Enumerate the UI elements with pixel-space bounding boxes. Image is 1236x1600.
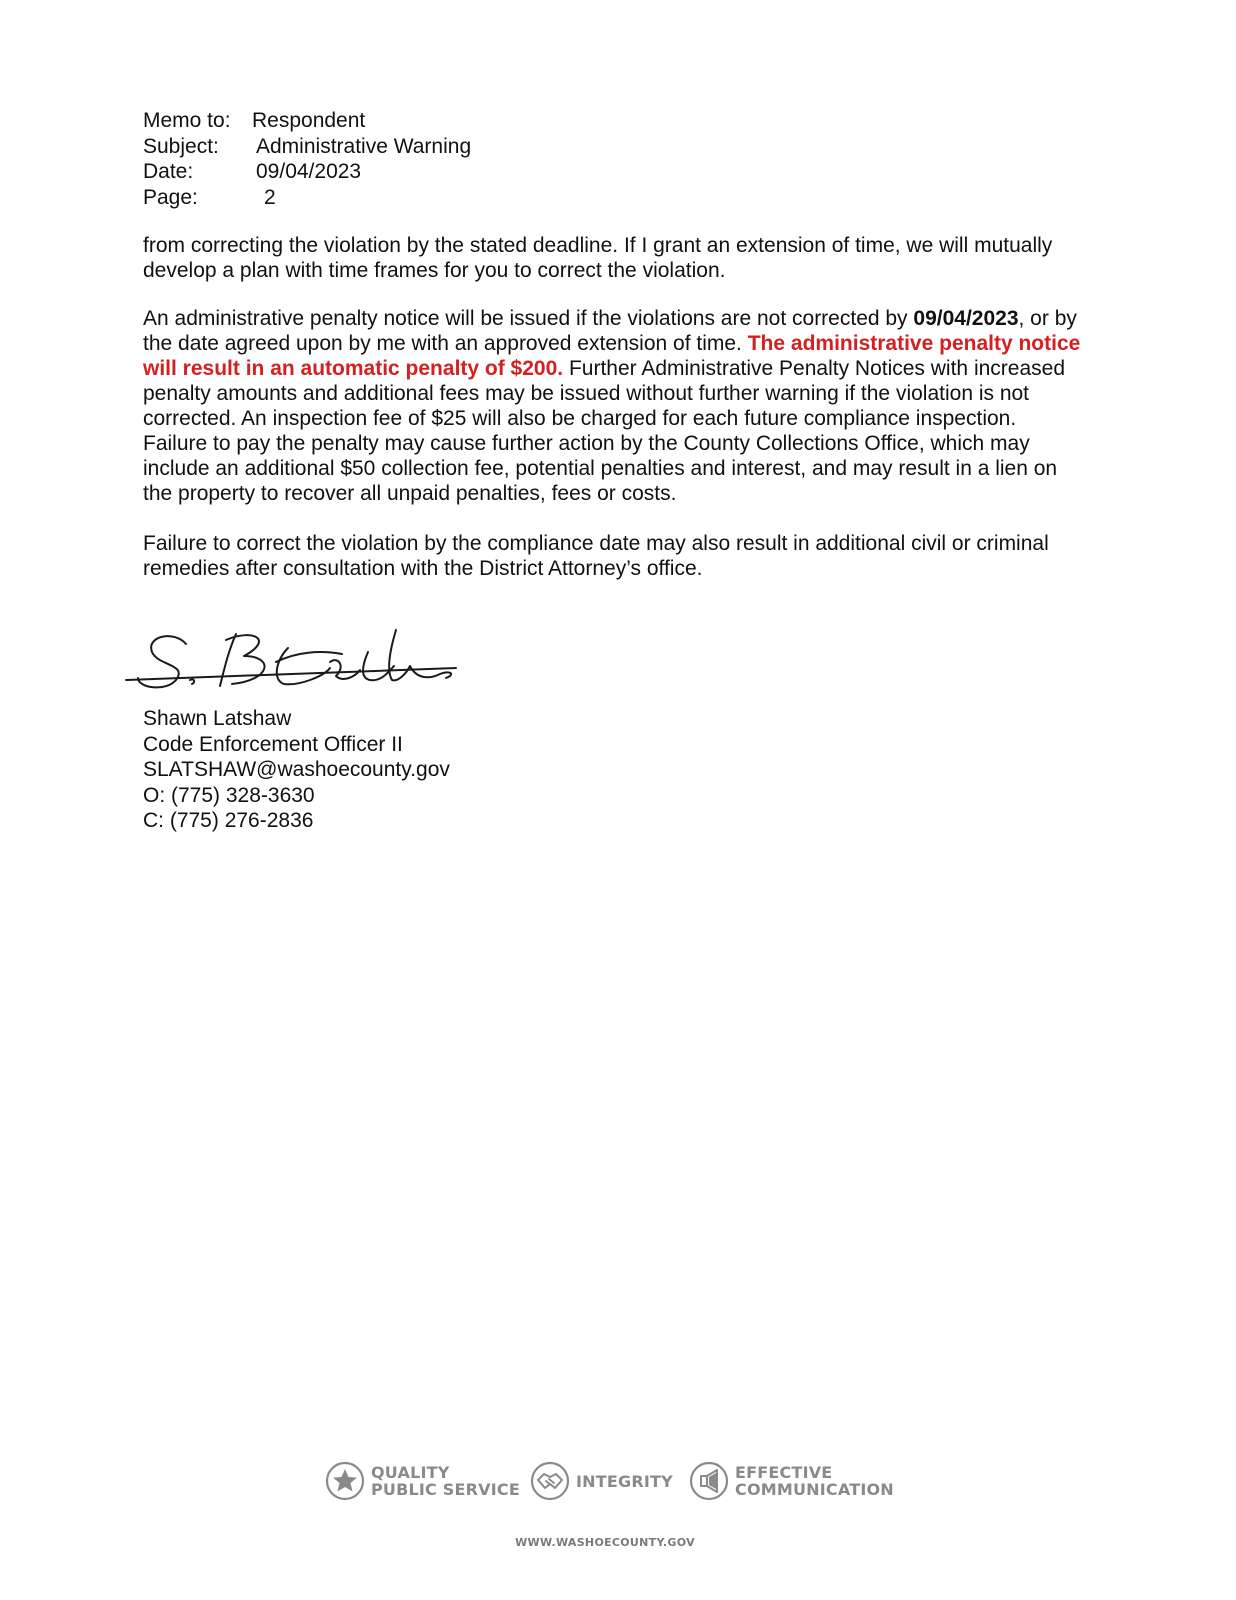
megaphone-icon — [689, 1461, 729, 1501]
subject-label: Subject: — [143, 134, 219, 158]
footer-quality-line1: QUALITY — [371, 1463, 450, 1482]
penalty-warning-highlight: The administrative penalty notice will result in an automatic penalty of $200. — [143, 332, 1081, 380]
signer-email[interactable]: SLATSHAW@washoecounty.gov — [143, 758, 450, 781]
signer-name: Shawn Latshaw — [143, 707, 292, 730]
signer-office-phone: O: (775) 328-3630 — [143, 783, 315, 807]
footer-quality-line2: PUBLIC SERVICE — [371, 1480, 520, 1499]
footer-quality-text — [371, 1464, 520, 1498]
date-label: Date: — [143, 160, 194, 183]
memo-to-value: Respondent — [252, 109, 366, 132]
handshake-icon — [530, 1461, 570, 1501]
penalty-text-c: Further Administrative Penalty Notices with increased penalty amounts and additional fees may be issued without further warning if the violation is not corrected. An inspection fee of $25 will also be charged for each future compliance inspection. Failure to pay the penalty may cause further action by the County Collections Office, which may include an additional $50 collection fee, potential penalties and interest, and may result in a lien on the property to recover all unpaid penalties, fees or costs. — [143, 357, 1066, 505]
star-icon — [325, 1461, 365, 1501]
signer-title: Code Enforcement Officer II — [143, 732, 403, 756]
deadline-date: 09/04/2023 — [913, 307, 1019, 330]
page-row — [143, 185, 276, 211]
footer-communication-line2: COMMUNICATION — [735, 1480, 894, 1499]
memo-to-label: Memo to: — [143, 109, 231, 132]
footer-integrity-line1: INTEGRITY — [576, 1471, 673, 1491]
subject-value: Administrative Warning — [256, 134, 472, 158]
memo-to-row — [143, 108, 366, 134]
footer-website-link[interactable]: WWW.WASHOECOUNTY.GOV — [515, 1536, 695, 1549]
footer-communication-text — [735, 1464, 894, 1498]
signer-cell-phone: C: (775) 276-2836 — [143, 809, 314, 832]
date-row — [143, 159, 362, 185]
memo-header — [143, 108, 472, 210]
page-label: Page: — [143, 185, 198, 209]
subject-row — [143, 134, 472, 160]
handwritten-signature — [124, 622, 464, 694]
footer-quality-public-service — [325, 1458, 520, 1504]
footer-values — [0, 1458, 1236, 1508]
paragraph-penalty — [143, 306, 1083, 506]
date-value: 09/04/2023 — [256, 160, 362, 183]
signature-block — [143, 706, 450, 834]
paragraph-extension: from correcting the violation by the stated deadline. If I grant an extension of time, we will mutually develop a plan with time frames for you to correct the violation. — [143, 234, 1053, 282]
paragraph-remedies: Failure to correct the violation by the compliance date may also result in additional civil or criminal remedies after consultation with the District Attorney’s office. — [143, 532, 1049, 580]
penalty-text-a: An administrative penalty notice will be issued if the violations are not corrected by — [143, 307, 914, 330]
page-value: 2 — [264, 185, 276, 209]
footer-effective-communication — [689, 1458, 894, 1504]
penalty-text-b: , or by the date agreed upon by me with an approved extension of time. — [143, 307, 1077, 355]
footer-communication-line1: EFFECTIVE — [735, 1463, 833, 1482]
footer-integrity — [530, 1458, 673, 1504]
footer-integrity-text — [576, 1473, 673, 1490]
